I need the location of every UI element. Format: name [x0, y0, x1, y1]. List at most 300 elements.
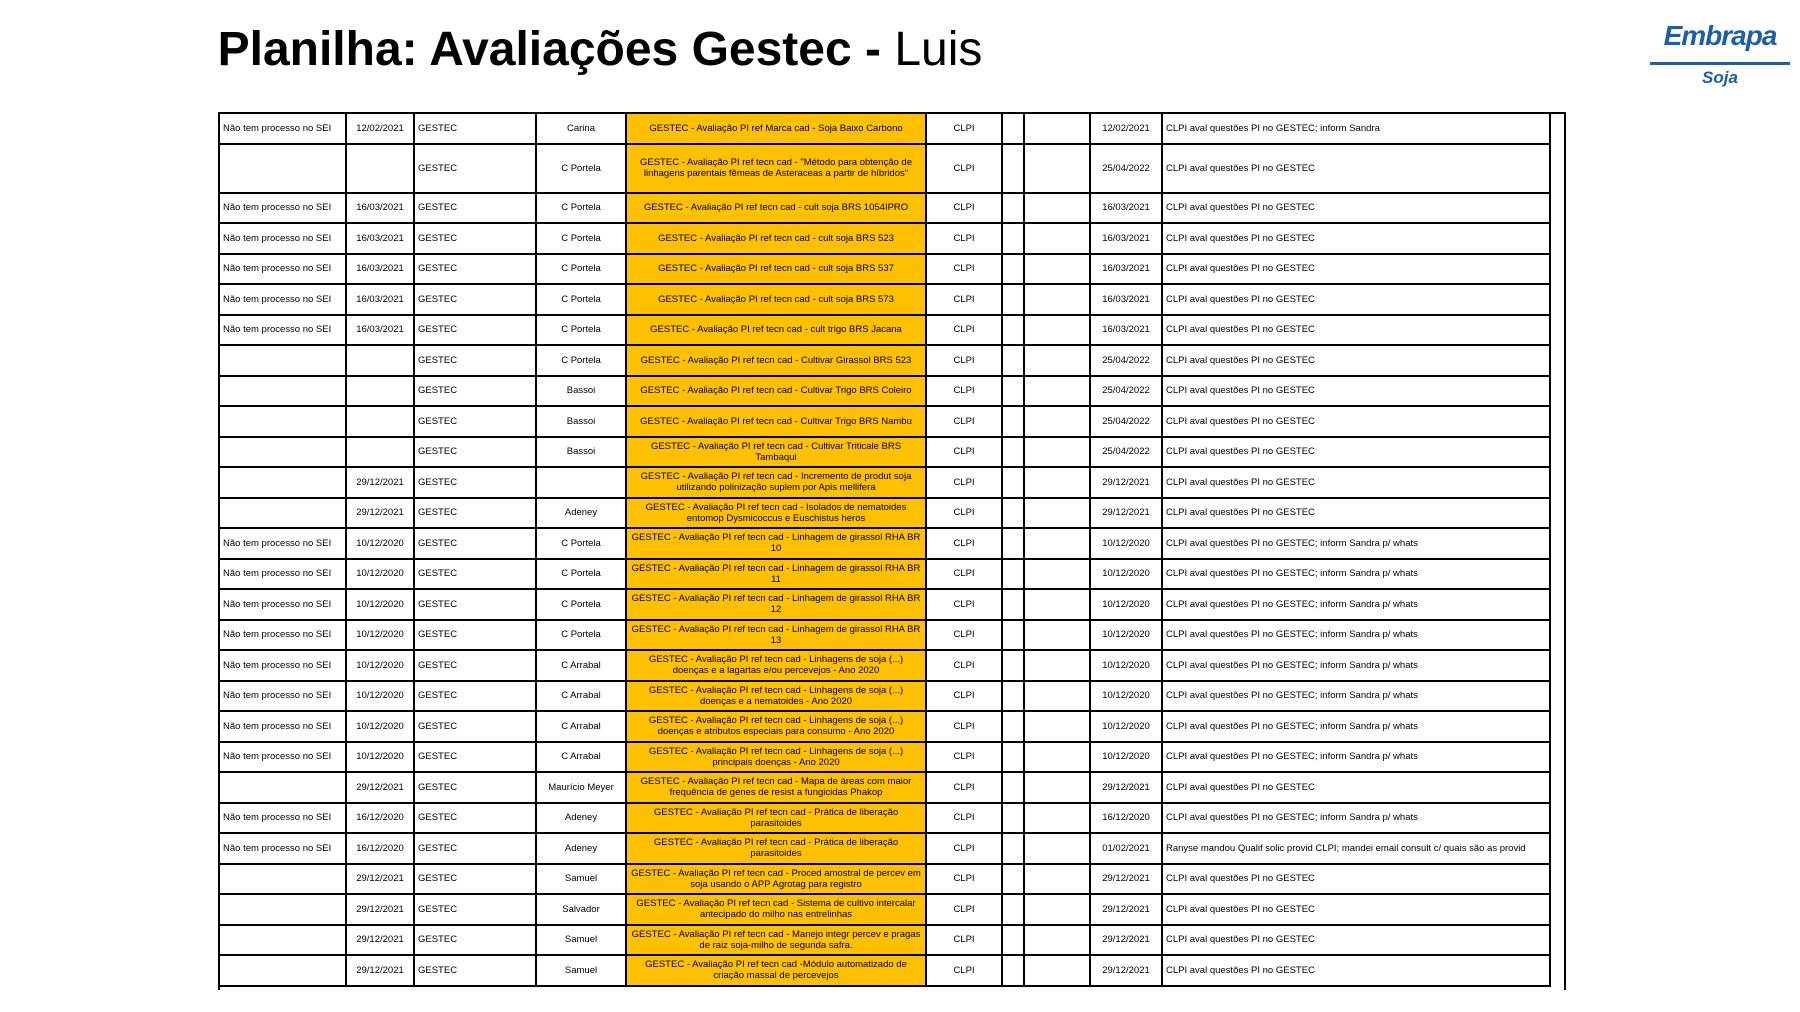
cell-date: 29/12/2021 [346, 772, 414, 803]
cell-sei-status: Não tem processo no SEI [220, 589, 346, 620]
cell-clpi: CLPI [926, 284, 1002, 315]
cell-date: 16/03/2021 [346, 284, 414, 315]
cell-empty [1002, 650, 1024, 681]
cell-empty [1002, 437, 1024, 468]
cell-description: GESTEC - Avaliação PI ref tecn cad - Mapa de áreas com maior frequência de genes de resist a fungicidas Phakop [626, 772, 926, 803]
cell-date [346, 345, 414, 376]
cell-date: 29/12/2021 [346, 894, 414, 925]
cell-sei-status: Não tem processo no SEI [220, 284, 346, 315]
cell-sei-status: Não tem processo no SEI [220, 833, 346, 864]
cell-sei-status: Não tem processo no SEI [220, 223, 346, 254]
cell-empty [1024, 803, 1090, 834]
cell-clpi: CLPI [926, 144, 1002, 193]
cell-empty [1002, 772, 1024, 803]
cell-description: GESTEC - Avaliação PI ref tecn cad - cult soja BRS 523 [626, 223, 926, 254]
cell-empty [1002, 223, 1024, 254]
table-row [220, 315, 1550, 346]
cell-description: GESTEC - Avaliação PI ref tecn cad - Manejo integr percev e pragas de raiz soja-milho de segunda safra. [626, 925, 926, 956]
table-row [220, 437, 1550, 468]
cell-responsible: Adeney [536, 803, 626, 834]
cell-observation: Ranyse mandou Qualif solic provid CLPI; mandei email consult c/ quais são as provid [1162, 833, 1550, 864]
cell-responsible: C Arrabal [536, 742, 626, 773]
cell-org: GESTEC [414, 681, 536, 712]
cell-observation: CLPI aval questões PI no GESTEC [1162, 254, 1550, 285]
cell-responsible: C Arrabal [536, 650, 626, 681]
cell-clpi: CLPI [926, 315, 1002, 346]
table-row [220, 833, 1550, 864]
cell-empty [1002, 284, 1024, 315]
cell-observation: CLPI aval questões PI no GESTEC [1162, 223, 1550, 254]
cell-description: GESTEC - Avaliação PI ref Marca cad - Soja Baixo Carbono [626, 114, 926, 144]
cell-date-evaluated: 29/12/2021 [1090, 925, 1162, 956]
cell-date [346, 406, 414, 437]
cell-observation: CLPI aval questões PI no GESTEC [1162, 144, 1550, 193]
cell-empty [1024, 144, 1090, 193]
cell-date-evaluated: 10/12/2020 [1090, 711, 1162, 742]
cell-empty [1002, 620, 1024, 651]
cell-clpi: CLPI [926, 833, 1002, 864]
cell-empty [1002, 114, 1024, 144]
cell-org: GESTEC [414, 742, 536, 773]
cell-clpi: CLPI [926, 742, 1002, 773]
cell-observation: CLPI aval questões PI no GESTEC [1162, 376, 1550, 407]
cell-description: GESTEC - Avaliação PI ref tecn cad - Cultivar Trigo BRS Coleiro [626, 376, 926, 407]
cell-responsible: C Portela [536, 223, 626, 254]
cell-org: GESTEC [414, 406, 536, 437]
cell-empty [1024, 406, 1090, 437]
page-title [0, 22, 1200, 78]
table-row [220, 254, 1550, 285]
cell-date [346, 144, 414, 193]
cell-observation: CLPI aval questões PI no GESTEC [1162, 345, 1550, 376]
cell-org: GESTEC [414, 345, 536, 376]
cell-empty [1024, 467, 1090, 498]
cell-description: GESTEC - Avaliação PI ref tecn cad - Linhagem de girassol RHA BR 11 [626, 559, 926, 590]
cell-empty [1002, 144, 1024, 193]
cell-date: 29/12/2021 [346, 955, 414, 986]
cell-description: GESTEC - Avaliação PI ref tecn cad - cult trigo BRS Jacana [626, 315, 926, 346]
cell-responsible: Adeney [536, 833, 626, 864]
cell-sei-status: Não tem processo no SEI [220, 254, 346, 285]
cell-observation: CLPI aval questões PI no GESTEC; inform Sandra p/ whats [1162, 711, 1550, 742]
cell-responsible: C Portela [536, 315, 626, 346]
cell-date: 10/12/2020 [346, 528, 414, 559]
cell-empty [1024, 955, 1090, 986]
cell-empty [1002, 193, 1024, 224]
cell-empty [1002, 254, 1024, 285]
cell-clpi: CLPI [926, 925, 1002, 956]
cell-sei-status [220, 955, 346, 986]
cell-description: GESTEC - Avaliação PI ref tecn cad - Linhagem de girassol RHA BR 12 [626, 589, 926, 620]
cell-observation: CLPI aval questões PI no GESTEC [1162, 498, 1550, 529]
cell-org: GESTEC [414, 650, 536, 681]
cell-clpi: CLPI [926, 681, 1002, 712]
cell-date-evaluated: 25/04/2022 [1090, 345, 1162, 376]
cell-org: GESTEC [414, 315, 536, 346]
cell-date: 16/12/2020 [346, 803, 414, 834]
cell-org: GESTEC [414, 498, 536, 529]
cell-sei-status: Não tem processo no SEI [220, 742, 346, 773]
cell-sei-status [220, 437, 346, 468]
cell-responsible: Samuel [536, 864, 626, 895]
cell-date: 12/02/2021 [346, 114, 414, 144]
cell-responsible: C Portela [536, 620, 626, 651]
cell-observation: CLPI aval questões PI no GESTEC [1162, 864, 1550, 895]
cell-date: 10/12/2020 [346, 589, 414, 620]
cell-org: GESTEC [414, 559, 536, 590]
cell-observation: CLPI aval questões PI no GESTEC [1162, 467, 1550, 498]
cell-date: 29/12/2021 [346, 467, 414, 498]
cell-empty [1024, 114, 1090, 144]
cell-clpi: CLPI [926, 650, 1002, 681]
cell-clpi: CLPI [926, 498, 1002, 529]
cell-clpi: CLPI [926, 437, 1002, 468]
cell-date-evaluated: 10/12/2020 [1090, 528, 1162, 559]
table-row [220, 498, 1550, 529]
page-title-bold: Planilha: Avaliações Gestec - [217, 23, 881, 76]
cell-description: GESTEC - Avaliação PI ref tecn cad - Linhagem de girassol RHA BR 13 [626, 620, 926, 651]
cell-responsible: Carina [536, 114, 626, 144]
cell-sei-status [220, 345, 346, 376]
cell-date: 16/03/2021 [346, 254, 414, 285]
cell-sei-status: Não tem processo no SEI [220, 803, 346, 834]
cell-empty [1024, 559, 1090, 590]
cell-empty [1002, 864, 1024, 895]
table-row [220, 223, 1550, 254]
cell-org: GESTEC [414, 437, 536, 468]
cell-empty [1002, 528, 1024, 559]
cell-empty [1024, 254, 1090, 285]
cell-clpi: CLPI [926, 193, 1002, 224]
cell-observation: CLPI aval questões PI no GESTEC [1162, 772, 1550, 803]
cell-description: GESTEC - Avaliação PI ref tecn cad - Linhagens de soja (...) doenças e a nematoides - Ano 2020 [626, 681, 926, 712]
cell-sei-status: Não tem processo no SEI [220, 620, 346, 651]
cell-org: GESTEC [414, 772, 536, 803]
cell-responsible: C Arrabal [536, 681, 626, 712]
cell-responsible: C Portela [536, 345, 626, 376]
table-row [220, 528, 1550, 559]
cell-date-evaluated: 10/12/2020 [1090, 742, 1162, 773]
table-row [220, 772, 1550, 803]
table-row [220, 742, 1550, 773]
cell-empty [1002, 345, 1024, 376]
cell-empty [1002, 315, 1024, 346]
cell-empty [1002, 833, 1024, 864]
cell-date-evaluated: 10/12/2020 [1090, 681, 1162, 712]
table-row [220, 114, 1550, 144]
cell-date: 16/03/2021 [346, 315, 414, 346]
cell-description: GESTEC - Avaliação PI ref tecn cad - Linhagens de soja (...) doenças e a lagartas e/ou percevejos - Ano 2020 [626, 650, 926, 681]
cell-clpi: CLPI [926, 589, 1002, 620]
cell-empty [1002, 376, 1024, 407]
cell-responsible: C Portela [536, 193, 626, 224]
logo-brand: Embrapa [1663, 20, 1777, 51]
cell-responsible: Bassoi [536, 376, 626, 407]
table-body [220, 114, 1550, 986]
cell-clpi: CLPI [926, 254, 1002, 285]
cell-responsible: C Arrabal [536, 711, 626, 742]
cell-empty [1024, 742, 1090, 773]
table-row [220, 193, 1550, 224]
cell-empty [1024, 681, 1090, 712]
cell-empty [1002, 406, 1024, 437]
cell-clpi: CLPI [926, 223, 1002, 254]
cell-empty [1024, 650, 1090, 681]
cell-date-evaluated: 25/04/2022 [1090, 144, 1162, 193]
cell-org: GESTEC [414, 925, 536, 956]
cell-sei-status [220, 772, 346, 803]
cell-clpi: CLPI [926, 864, 1002, 895]
cell-empty [1024, 193, 1090, 224]
cell-date-evaluated: 16/03/2021 [1090, 315, 1162, 346]
cell-clpi: CLPI [926, 376, 1002, 407]
cell-observation: CLPI aval questões PI no GESTEC [1162, 315, 1550, 346]
cell-date-evaluated: 16/03/2021 [1090, 284, 1162, 315]
cell-org: GESTEC [414, 284, 536, 315]
cell-date [346, 376, 414, 407]
cell-observation: CLPI aval questões PI no GESTEC; inform Sandra p/ whats [1162, 681, 1550, 712]
cell-org: GESTEC [414, 894, 536, 925]
table-row [220, 589, 1550, 620]
logo-sub: Soja [1702, 68, 1738, 87]
cell-org: GESTEC [414, 193, 536, 224]
cell-empty [1024, 925, 1090, 956]
cell-description: GESTEC - Avaliação PI ref tecn cad - Isolados de nematoides entomop Dysmicoccus e Euschistus heros [626, 498, 926, 529]
cell-org: GESTEC [414, 833, 536, 864]
cell-observation: CLPI aval questões PI no GESTEC [1162, 406, 1550, 437]
cell-empty [1002, 589, 1024, 620]
cell-empty [1002, 711, 1024, 742]
cell-date-evaluated: 16/12/2020 [1090, 803, 1162, 834]
cell-observation: CLPI aval questões PI no GESTEC; inform Sandra p/ whats [1162, 559, 1550, 590]
table-row [220, 345, 1550, 376]
cell-sei-status: Não tem processo no SEI [220, 559, 346, 590]
cell-observation: CLPI aval questões PI no GESTEC; inform Sandra p/ whats [1162, 528, 1550, 559]
table-row [220, 955, 1550, 986]
cell-observation: CLPI aval questões PI no GESTEC; inform Sandra p/ whats [1162, 803, 1550, 834]
cell-date-evaluated: 29/12/2021 [1090, 498, 1162, 529]
cell-empty [1002, 681, 1024, 712]
cell-date-evaluated: 16/03/2021 [1090, 193, 1162, 224]
cell-observation: CLPI aval questões PI no GESTEC; inform Sandra [1162, 114, 1550, 144]
cell-clpi: CLPI [926, 894, 1002, 925]
cell-org: GESTEC [414, 711, 536, 742]
cell-date-evaluated: 25/04/2022 [1090, 376, 1162, 407]
cell-responsible: C Portela [536, 559, 626, 590]
cell-sei-status [220, 376, 346, 407]
cell-responsible: Samuel [536, 925, 626, 956]
cell-clpi: CLPI [926, 955, 1002, 986]
cell-description: GESTEC - Avaliação PI ref tecn cad - Linhagens de soja (...) principais doenças - Ano 2020 [626, 742, 926, 773]
cell-responsible: Adeney [536, 498, 626, 529]
cell-sei-status: Não tem processo no SEI [220, 650, 346, 681]
cell-responsible: C Portela [536, 589, 626, 620]
cell-date: 29/12/2021 [346, 498, 414, 529]
cell-date-evaluated: 29/12/2021 [1090, 955, 1162, 986]
cell-empty [1002, 742, 1024, 773]
cell-clpi: CLPI [926, 114, 1002, 144]
cell-responsible: Maurício Meyer [536, 772, 626, 803]
cell-observation: CLPI aval questões PI no GESTEC [1162, 284, 1550, 315]
embrapa-logo [1650, 14, 1790, 90]
cell-empty [1002, 467, 1024, 498]
cell-date: 16/03/2021 [346, 223, 414, 254]
cell-description: GESTEC - Avaliação PI ref tecn cad - Linhagens de soja (...) doenças e atributos especiais para consumo - Ano 2020 [626, 711, 926, 742]
table-row [220, 559, 1550, 590]
cell-empty [1002, 498, 1024, 529]
cell-date: 10/12/2020 [346, 559, 414, 590]
cell-description: GESTEC - Avaliação PI ref tecn cad - Prática de liberação parasitoides [626, 833, 926, 864]
cell-empty [1024, 711, 1090, 742]
cell-empty [1024, 589, 1090, 620]
cell-empty [1024, 864, 1090, 895]
cell-date: 10/12/2020 [346, 681, 414, 712]
cell-empty [1024, 620, 1090, 651]
cell-description: GESTEC - Avaliação PI ref tecn cad - cult soja BRS 1054IPRO [626, 193, 926, 224]
cell-observation: CLPI aval questões PI no GESTEC [1162, 894, 1550, 925]
cell-clpi: CLPI [926, 711, 1002, 742]
cell-observation: CLPI aval questões PI no GESTEC [1162, 437, 1550, 468]
cell-date [346, 437, 414, 468]
cell-description: GESTEC - Avaliação PI ref tecn cad - Proced amostral de percev em soja usando o APP Agrotag para registro [626, 864, 926, 895]
table-row [220, 144, 1550, 193]
cell-empty [1024, 315, 1090, 346]
cell-sei-status: Não tem processo no SEI [220, 114, 346, 144]
table-row [220, 376, 1550, 407]
cell-empty [1024, 528, 1090, 559]
cell-date: 10/12/2020 [346, 742, 414, 773]
cell-description: GESTEC - Avaliação PI ref tecn cad - cult soja BRS 573 [626, 284, 926, 315]
table-row [220, 681, 1550, 712]
table-row [220, 284, 1550, 315]
cell-date-evaluated: 01/02/2021 [1090, 833, 1162, 864]
cell-empty [1002, 925, 1024, 956]
cell-observation: CLPI aval questões PI no GESTEC [1162, 193, 1550, 224]
spreadsheet-table [220, 114, 1551, 987]
cell-org: GESTEC [414, 864, 536, 895]
cell-clpi: CLPI [926, 345, 1002, 376]
cell-clpi: CLPI [926, 620, 1002, 651]
cell-org: GESTEC [414, 955, 536, 986]
cell-clpi: CLPI [926, 772, 1002, 803]
cell-description: GESTEC - Avaliação PI ref tecn cad - Cultivar Triticale BRS Tambaqui [626, 437, 926, 468]
cell-description: GESTEC - Avaliação PI ref tecn cad - Incremento de produt soja utilizando polinização suplem por Apis mellifera [626, 467, 926, 498]
cell-responsible: C Portela [536, 254, 626, 285]
cell-date-evaluated: 29/12/2021 [1090, 894, 1162, 925]
cell-observation: CLPI aval questões PI no GESTEC; inform Sandra p/ whats [1162, 742, 1550, 773]
cell-empty [1024, 345, 1090, 376]
cell-org: GESTEC [414, 376, 536, 407]
cell-org: GESTEC [414, 254, 536, 285]
spreadsheet-table-wrapper [218, 112, 1566, 990]
cell-description: GESTEC - Avaliação PI ref tecn cad - "Método para obtenção de linhagens parentais fêmeas de Asteraceas a partir de híbridos" [626, 144, 926, 193]
cell-description: GESTEC - Avaliação PI ref tecn cad - Linhagem de girassol RHA BR 10 [626, 528, 926, 559]
table-row [220, 925, 1550, 956]
cell-date: 10/12/2020 [346, 620, 414, 651]
cell-date-evaluated: 16/03/2021 [1090, 223, 1162, 254]
cell-sei-status [220, 144, 346, 193]
cell-date-evaluated: 10/12/2020 [1090, 620, 1162, 651]
cell-observation: CLPI aval questões PI no GESTEC [1162, 955, 1550, 986]
cell-empty [1024, 437, 1090, 468]
cell-observation: CLPI aval questões PI no GESTEC; inform Sandra p/ whats [1162, 620, 1550, 651]
cell-empty [1024, 376, 1090, 407]
cell-responsible: C Portela [536, 528, 626, 559]
cell-org: GESTEC [414, 144, 536, 193]
cell-sei-status [220, 406, 346, 437]
table-row [220, 864, 1550, 895]
cell-empty [1002, 894, 1024, 925]
cell-date-evaluated: 12/02/2021 [1090, 114, 1162, 144]
table-row [220, 620, 1550, 651]
cell-date-evaluated: 25/04/2022 [1090, 406, 1162, 437]
cell-date-evaluated: 10/12/2020 [1090, 559, 1162, 590]
cell-responsible [536, 467, 626, 498]
cell-description: GESTEC - Avaliação PI ref tecn cad - cult soja BRS 537 [626, 254, 926, 285]
cell-empty [1002, 803, 1024, 834]
cell-observation: CLPI aval questões PI no GESTEC [1162, 925, 1550, 956]
cell-sei-status: Não tem processo no SEI [220, 315, 346, 346]
cell-date: 29/12/2021 [346, 864, 414, 895]
cell-org: GESTEC [414, 528, 536, 559]
cell-org: GESTEC [414, 223, 536, 254]
cell-responsible: C Portela [536, 284, 626, 315]
cell-org: GESTEC [414, 114, 536, 144]
table-row [220, 803, 1550, 834]
cell-date-evaluated: 29/12/2021 [1090, 772, 1162, 803]
cell-date-evaluated: 10/12/2020 [1090, 650, 1162, 681]
cell-sei-status [220, 894, 346, 925]
logo-rule [1650, 62, 1790, 65]
cell-date-evaluated: 25/04/2022 [1090, 437, 1162, 468]
cell-clpi: CLPI [926, 528, 1002, 559]
cell-responsible: Salvador [536, 894, 626, 925]
cell-sei-status: Não tem processo no SEI [220, 711, 346, 742]
cell-empty [1024, 772, 1090, 803]
cell-clpi: CLPI [926, 467, 1002, 498]
table-row [220, 711, 1550, 742]
cell-date-evaluated: 29/12/2021 [1090, 864, 1162, 895]
cell-description: GESTEC - Avaliação PI ref tecn cad - Prática de liberação parasitoides [626, 803, 926, 834]
table-row [220, 467, 1550, 498]
cell-responsible: Bassoi [536, 437, 626, 468]
cell-sei-status: Não tem processo no SEI [220, 681, 346, 712]
cell-date: 16/12/2020 [346, 833, 414, 864]
cell-date-evaluated: 29/12/2021 [1090, 467, 1162, 498]
cell-sei-status [220, 925, 346, 956]
cell-description: GESTEC - Avaliação PI ref tecn cad -Módulo automatizado de criação massal de percevejos [626, 955, 926, 986]
cell-date: 16/03/2021 [346, 193, 414, 224]
table-row [220, 406, 1550, 437]
cell-date: 29/12/2021 [346, 925, 414, 956]
cell-sei-status: Não tem processo no SEI [220, 528, 346, 559]
cell-org: GESTEC [414, 803, 536, 834]
cell-date-evaluated: 16/03/2021 [1090, 254, 1162, 285]
cell-date-evaluated: 10/12/2020 [1090, 589, 1162, 620]
cell-clpi: CLPI [926, 406, 1002, 437]
cell-empty [1024, 894, 1090, 925]
cell-empty [1024, 498, 1090, 529]
cell-org: GESTEC [414, 467, 536, 498]
cell-clpi: CLPI [926, 559, 1002, 590]
cell-responsible: Samuel [536, 955, 626, 986]
cell-sei-status: Não tem processo no SEI [220, 193, 346, 224]
cell-sei-status [220, 498, 346, 529]
cell-sei-status [220, 864, 346, 895]
cell-date: 10/12/2020 [346, 650, 414, 681]
cell-observation: CLPI aval questões PI no GESTEC; inform Sandra p/ whats [1162, 589, 1550, 620]
cell-responsible: Bassoi [536, 406, 626, 437]
